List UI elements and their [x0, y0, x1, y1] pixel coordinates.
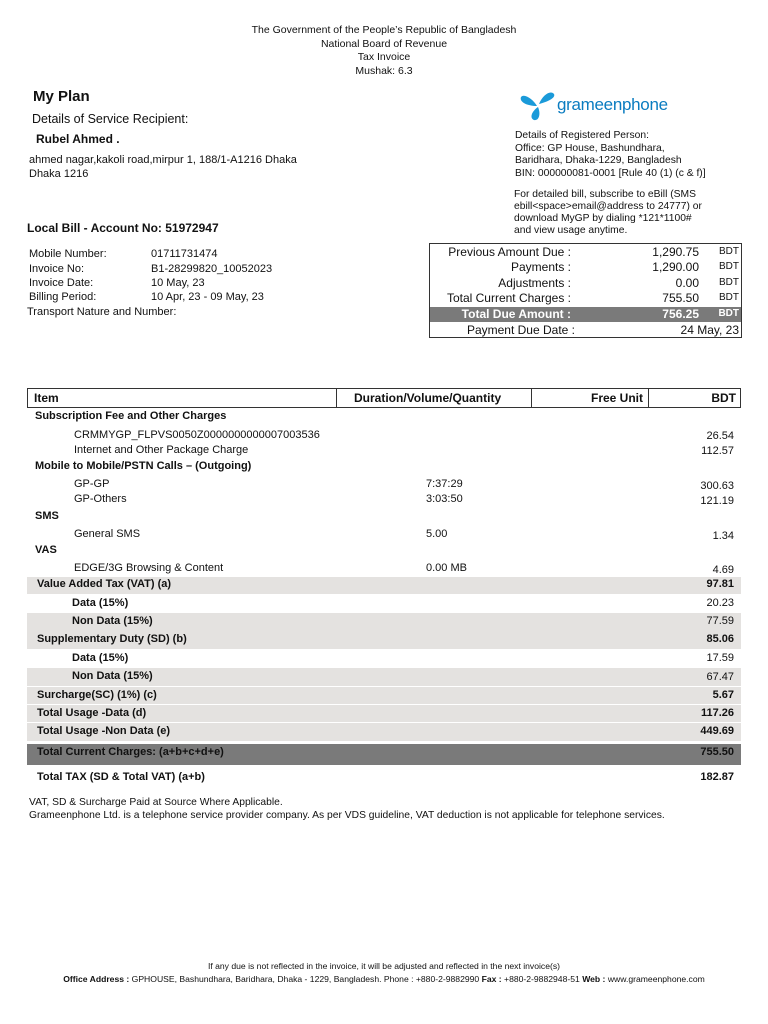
item-amount: 4.69	[712, 564, 734, 576]
header-item: Item	[34, 391, 59, 405]
summary-value: 1,290.75	[652, 245, 699, 259]
item-amount: 117.26	[700, 707, 734, 719]
total-current-charges-row	[430, 291, 741, 306]
note-line: VAT, SD & Surcharge Paid at Source Where Applicable.	[29, 797, 283, 808]
item-label: EDGE/3G Browsing & Content	[74, 562, 224, 574]
currency-unit: BDT	[719, 277, 739, 288]
ebill-line: ebill<space>email@address to 24777) or	[514, 201, 702, 212]
section-title: Subscription Fee and Other Charges	[35, 410, 227, 422]
section-title: Mobile to Mobile/PSTN Calls – (Outgoing)	[35, 460, 252, 472]
summary-label: Total Current Charges :	[446, 291, 571, 305]
usage-nondata-row	[27, 723, 741, 741]
info-label: Transport Nature and Number:	[27, 306, 177, 318]
summary-value: 24 May, 23	[680, 323, 739, 337]
plan-title: My Plan	[33, 88, 90, 105]
item-label: Total TAX (SD & Total VAT) (a+b)	[37, 771, 205, 783]
item-quantity: 7:37:29	[426, 478, 463, 490]
registered-person-details	[515, 130, 706, 180]
summary-label: Payment Due Date :	[466, 323, 575, 337]
table-row	[27, 429, 741, 445]
adjustments-row	[430, 276, 741, 291]
payment-due-date-row	[430, 323, 741, 338]
logo-wordmark: grameenphone	[557, 95, 668, 114]
customer-address	[29, 153, 297, 181]
section-heading	[27, 460, 741, 476]
item-amount: 449.69	[700, 725, 734, 737]
section-title: SMS	[35, 510, 59, 522]
recipient-heading: Details of Service Recipient:	[32, 112, 189, 126]
usage-data-row	[27, 705, 741, 722]
total-due-row	[430, 307, 741, 322]
item-label: Total Current Charges: (a+b+c+d+e)	[37, 746, 224, 758]
item-label: Supplementary Duty (SD) (b)	[37, 633, 187, 645]
info-value: 01711731474	[151, 248, 218, 260]
item-amount: 112.57	[701, 445, 734, 457]
item-amount: 20.23	[706, 597, 734, 609]
payments-row	[430, 260, 741, 275]
note-line: Grameenphone Ltd. is a telephone service provider company. As per VDS guideline, VAT deduction is not applicable for telephone services.	[29, 809, 665, 821]
footer-office-address	[0, 974, 768, 984]
summary-label: Payments :	[510, 260, 571, 274]
item-amount: 121.19	[700, 495, 734, 507]
item-label: GP-Others	[74, 493, 127, 505]
web-label: Web :	[582, 974, 606, 984]
table-row	[27, 562, 741, 578]
summary-label: Adjustments :	[498, 276, 571, 290]
header-free-unit: Free Unit	[590, 391, 643, 405]
section-heading	[27, 410, 741, 426]
header-bdt: BDT	[711, 391, 736, 405]
item-amount: 5.67	[712, 689, 734, 701]
item-amount: 26.54	[706, 430, 734, 442]
table-row	[27, 478, 741, 494]
section-heading	[27, 544, 741, 560]
item-amount: 182.87	[700, 771, 734, 783]
registered-city: Baridhara, Dhaka-1229, Bangladesh	[515, 155, 682, 166]
item-amount: 77.59	[706, 615, 734, 627]
ebill-line: and view usage anytime.	[514, 225, 628, 236]
document-type: Tax Invoice	[357, 51, 411, 63]
fax-value: +880-2-9882948-51	[504, 974, 580, 984]
grameenphone-logo	[517, 88, 667, 122]
ebill-line: download MyGP by dialing *121*1100#	[514, 213, 692, 224]
summary-value: 1,290.00	[652, 260, 699, 274]
header-duration: Duration/Volume/Quantity	[354, 391, 502, 405]
table-row	[27, 597, 741, 613]
registered-heading: Details of Registered Person:	[515, 130, 649, 141]
item-label: Data (15%)	[72, 597, 129, 609]
table-row	[27, 493, 741, 509]
ebill-info	[514, 189, 702, 237]
telenor-propeller-icon	[517, 88, 557, 122]
info-label: Invoice Date:	[29, 277, 94, 289]
summary-value: 755.50	[662, 291, 699, 305]
item-amount: 67.47	[706, 671, 734, 683]
item-label: Total Usage -Data (d)	[37, 707, 147, 719]
info-value: B1-28299820_10052023	[151, 263, 273, 275]
item-label: Internet and Other Package Charge	[74, 444, 249, 456]
item-label: GP-GP	[74, 478, 110, 490]
info-label: Invoice No:	[29, 263, 85, 275]
section-heading	[27, 510, 741, 526]
item-label: Surcharge(SC) (1%) (c)	[37, 689, 157, 701]
item-quantity: 3:03:50	[426, 493, 463, 505]
address-line: Dhaka 1216	[29, 168, 89, 180]
column-divider	[531, 389, 532, 407]
table-row	[27, 444, 741, 460]
item-amount: 755.50	[700, 746, 734, 758]
table-row	[27, 613, 741, 631]
summary-value: 756.25	[662, 307, 699, 321]
currency-unit: BDT	[719, 292, 739, 303]
table-row	[27, 668, 741, 686]
currency-unit: BDT	[718, 308, 739, 319]
previous-due-row	[430, 245, 741, 260]
office-label: Office Address :	[63, 974, 130, 984]
item-amount: 97.81	[706, 578, 734, 590]
currency-unit: BDT	[719, 246, 739, 257]
item-label: Data (15%)	[72, 652, 129, 664]
fax-label: Fax :	[481, 974, 502, 984]
info-label: Billing Period:	[29, 291, 97, 303]
summary-label: Total Due Amount :	[461, 307, 571, 321]
table-row	[27, 528, 741, 544]
table-row	[27, 652, 741, 668]
customer-name: Rubel Ahmed .	[36, 132, 120, 146]
item-amount: 1.34	[712, 530, 734, 542]
items-table-header	[27, 388, 741, 408]
government-title: The Government of the People’s Republic of Bangladesh	[251, 24, 517, 36]
ebill-line: For detailed bill, subscribe to eBill (SMS	[514, 189, 696, 200]
registered-bin: BIN: 000000081-0001 [Rule 40 (1) (c & f)]	[515, 167, 706, 179]
invoice-notes	[29, 797, 665, 822]
info-value: 10 Apr, 23 - 09 May, 23	[151, 291, 264, 303]
item-amount: 85.06	[706, 633, 734, 645]
section-title: VAS	[35, 544, 57, 556]
office-value: GPHOUSE, Bashundhara, Baridhara, Dhaka - 1229, Bangladesh. Phone : +880-2-9882990	[131, 974, 480, 984]
item-amount: 17.59	[706, 652, 734, 664]
account-heading: Local Bill - Account No: 51972947	[27, 221, 219, 235]
item-label: General SMS	[74, 528, 141, 540]
item-label: Non Data (15%)	[72, 670, 153, 682]
currency-unit: BDT	[719, 261, 739, 272]
total-tax-row	[27, 771, 741, 787]
summary-value: 0.00	[675, 276, 699, 290]
item-amount: 300.63	[700, 480, 734, 492]
item-quantity: 0.00 MB	[426, 562, 467, 574]
vat-total-row	[27, 577, 741, 594]
info-label: Mobile Number:	[29, 248, 107, 260]
mushak-number: Mushak: 6.3	[355, 64, 413, 77]
invoice-header	[0, 24, 768, 78]
total-current-charges-table-row	[27, 744, 741, 765]
board-name: National Board of Revenue	[320, 37, 448, 50]
column-divider	[336, 389, 337, 407]
info-value: 10 May, 23	[151, 277, 205, 289]
item-label: Value Added Tax (VAT) (a)	[37, 578, 172, 590]
item-label: Non Data (15%)	[72, 615, 153, 627]
item-label: Total Usage -Non Data (e)	[37, 725, 171, 737]
column-divider	[648, 389, 649, 407]
item-quantity: 5.00	[426, 528, 448, 540]
web-link: www.grameenphone.com	[607, 974, 705, 984]
footer-note: If any due is not reflected in the invoice, it will be adjusted and reflected in the next invoice(s)	[207, 961, 561, 971]
item-label: CRMMYGP_FLPVS0050Z0000000000007003536	[74, 429, 320, 441]
registered-office: Office: GP House, Bashundhara,	[515, 142, 665, 154]
summary-label: Previous Amount Due :	[448, 245, 571, 259]
surcharge-row	[27, 687, 741, 704]
sd-total-row	[27, 631, 741, 649]
address-line: ahmed nagar,kakoli road,mirpur 1, 188/1-A1216 Dhaka	[29, 154, 297, 166]
amount-summary-box	[429, 243, 742, 338]
